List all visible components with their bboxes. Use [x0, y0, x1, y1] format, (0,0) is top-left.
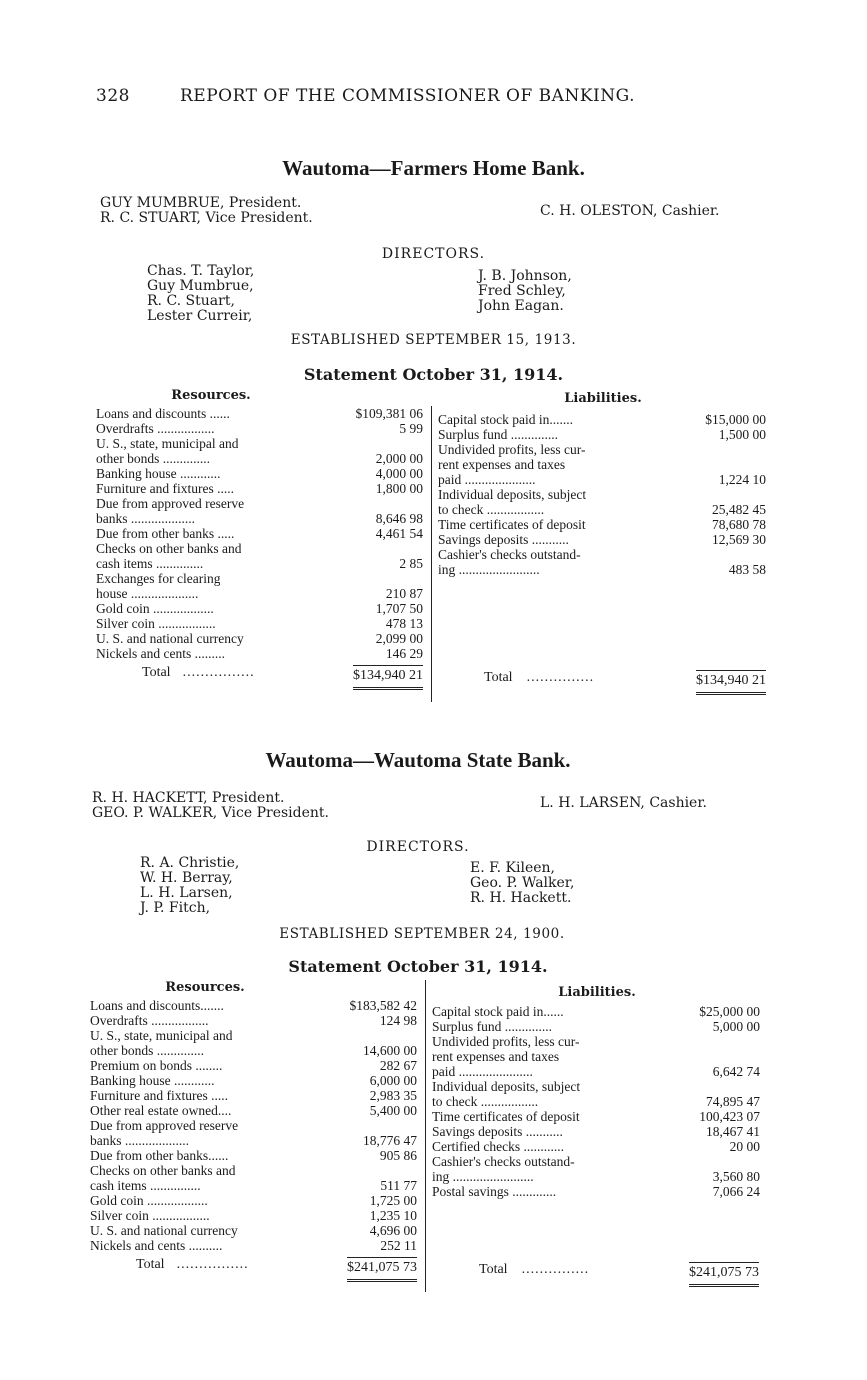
ledger-row: Individual deposits, subject: [432, 1079, 581, 1094]
ledger-row: Due from other banks...... 905 86: [90, 1148, 417, 1163]
bank-title: Wautoma—Farmers Home Bank.: [282, 156, 585, 180]
ledger-row: U. S. and national currency 2,099 00: [96, 631, 423, 646]
ledger-row: house .................... 210 87: [96, 586, 423, 601]
ledger-row: banks ................... 18,776 47: [90, 1133, 417, 1148]
resources-table: [90, 998, 417, 1253]
president: GUY MUMBRUE, President.: [100, 195, 302, 211]
director: J. B. Johnson,: [478, 268, 572, 284]
ledger-row: Exchanges for clearing: [96, 571, 221, 586]
director: Geo. P. Walker,: [470, 875, 575, 891]
ledger-row: Due from other banks ..... 4,461 54: [96, 526, 423, 541]
ledger-row: Other real estate owned.... 5,400 00: [90, 1103, 417, 1118]
officers: [100, 196, 313, 226]
ledger-row: Nickels and cents .......... 252 11: [90, 1238, 417, 1253]
ledger-row: paid ...................... 6,642 74: [432, 1064, 760, 1079]
liabilities-total-amount: $241,075 73: [689, 1262, 759, 1281]
ledger-row: Individual deposits, subject: [438, 487, 587, 502]
ledger-row: U. S., state, municipal and: [96, 436, 239, 451]
ledger-row: Undivided profits, less cur-: [438, 442, 586, 457]
ledger-row: other bonds .............. 2,000 00: [96, 451, 423, 466]
ledger-row: Time certificates of deposit 78,680 78: [438, 517, 766, 532]
ledger-row: Due from approved reserve: [90, 1118, 239, 1133]
bank-title: Wautoma—Wautoma State Bank.: [265, 748, 571, 772]
ledger-row: Undivided profits, less cur-: [432, 1034, 580, 1049]
ledger-row: Loans and discounts....... $183,582 42: [90, 998, 417, 1013]
directors-title: DIRECTORS.: [366, 839, 470, 855]
ledger-row: to check ................. 74,895 47: [432, 1094, 760, 1109]
directors-left: [147, 264, 254, 324]
liabilities-total: Total ............... $241,075 73: [479, 1262, 759, 1280]
ledger-row: Overdrafts ................. 5 99: [96, 421, 423, 436]
liabilities-table: [432, 1004, 760, 1199]
director: Fred Schley,: [478, 283, 566, 299]
ledger-row: Savings deposits ........... 18,467 41: [432, 1124, 760, 1139]
ledger-row: ing ........................ 3,560 80: [432, 1169, 760, 1184]
director: R. H. Hackett.: [470, 890, 572, 906]
column-divider: [431, 406, 432, 702]
ledger-row: to check ................. 25,482 45: [438, 502, 766, 517]
director: Lester Curreir,: [147, 308, 253, 324]
ledger-row: cash items ............... 511 77: [90, 1178, 417, 1193]
ledger-row: Furniture and fixtures ..... 2,983 35: [90, 1088, 417, 1103]
resources-total-amount: $241,075 73: [347, 1257, 417, 1276]
ledger-row: Surplus fund .............. 5,000 00: [432, 1019, 760, 1034]
vice-president: GEO. P. WALKER, Vice President.: [92, 805, 329, 821]
report-title: REPORT OF THE COMMISSIONER OF BANKING.: [180, 86, 635, 106]
president: R. H. HACKETT, President.: [92, 790, 285, 806]
liabilities-title: Liabilities.: [558, 985, 636, 1000]
director: R. C. Stuart,: [147, 293, 235, 309]
ledger-row: Banking house ............ 4,000 00: [96, 466, 423, 481]
ledger-row: ing ........................ 483 58: [438, 562, 766, 577]
ledger-row: Savings deposits ........... 12,569 30: [438, 532, 766, 547]
ledger-row: Premium on bonds ........ 282 67: [90, 1058, 417, 1073]
resources-table: [96, 406, 423, 661]
ledger-row: U. S. and national currency 4,696 00: [90, 1223, 417, 1238]
ledger-row: Banking house ............ 6,000 00: [90, 1073, 417, 1088]
ledger-row: Silver coin ................. 1,235 10: [90, 1208, 417, 1223]
resources-title: Resources.: [165, 980, 245, 995]
column-divider: [425, 980, 426, 1292]
liabilities-total-amount: $134,940 21: [696, 670, 766, 689]
ledger-row: Gold coin .................. 1,725 00: [90, 1193, 417, 1208]
resources-total: Total ................ $134,940 21: [142, 665, 423, 683]
statement-title: Statement October 31, 1914.: [303, 365, 564, 384]
ledger-row: other bonds .............. 14,600 00: [90, 1043, 417, 1058]
resources-total-amount: $134,940 21: [353, 665, 423, 684]
ledger-row: rent expenses and taxes: [432, 1049, 560, 1064]
ledger-row: Cashier's checks outstand-: [432, 1154, 575, 1169]
ledger-row: Time certificates of deposit 100,423 07: [432, 1109, 760, 1124]
director: W. H. Berray,: [140, 870, 233, 886]
ledger-row: Surplus fund .............. 1,500 00: [438, 427, 766, 442]
liabilities-total: Total ............... $134,940 21: [484, 670, 766, 688]
resources-total: Total ................ $241,075 73: [136, 1257, 417, 1275]
cashier: L. H. LARSEN, Cashier.: [540, 795, 707, 811]
ledger-row: Certified checks ............ 20 00: [432, 1139, 760, 1154]
liabilities-table: [438, 412, 766, 577]
ledger-row: Silver coin ................. 478 13: [96, 616, 423, 631]
ledger-row: Loans and discounts ...... $109,381 06: [96, 406, 423, 421]
ledger-row: rent expenses and taxes: [438, 457, 566, 472]
liabilities-title: Liabilities.: [564, 391, 642, 406]
director: John Eagan.: [478, 298, 564, 314]
director: Guy Mumbrue,: [147, 278, 254, 294]
director: R. A. Christie,: [140, 855, 240, 871]
ledger-row: U. S., state, municipal and: [90, 1028, 233, 1043]
director: L. H. Larsen,: [140, 885, 233, 901]
ledger-row: Checks on other banks and: [96, 541, 242, 556]
ledger-row: Checks on other banks and: [90, 1163, 236, 1178]
ledger-row: Postal savings ............. 7,066 24: [432, 1184, 760, 1199]
ledger-row: Capital stock paid in....... $15,000 00: [438, 412, 766, 427]
ledger-row: Due from approved reserve: [96, 496, 245, 511]
ledger-row: Capital stock paid in...... $25,000 00: [432, 1004, 760, 1019]
ledger-row: cash items .............. 2 85: [96, 556, 423, 571]
directors-left: [140, 856, 239, 916]
ledger-row: paid ..................... 1,224 10: [438, 472, 766, 487]
ledger-row: Furniture and fixtures ..... 1,800 00: [96, 481, 423, 496]
page-number: 328: [96, 86, 130, 106]
director: J. P. Fitch,: [140, 900, 211, 916]
ledger-row: Gold coin .................. 1,707 50: [96, 601, 423, 616]
resources-title: Resources.: [171, 388, 251, 403]
vice-president: R. C. STUART, Vice President.: [100, 210, 313, 226]
directors-right: [478, 269, 572, 314]
statement-title: Statement October 31, 1914.: [288, 957, 548, 976]
directors-right: [470, 861, 574, 906]
cashier: C. H. OLESTON, Cashier.: [540, 203, 720, 219]
established-date: ESTABLISHED SEPTEMBER 24, 1900.: [279, 926, 565, 942]
ledger-row: Overdrafts ................. 124 98: [90, 1013, 417, 1028]
ledger-row: banks ................... 8,646 98: [96, 511, 423, 526]
ledger-row: Cashier's checks outstand-: [438, 547, 581, 562]
ledger-row: Nickels and cents ......... 146 29: [96, 646, 423, 661]
director: Chas. T. Taylor,: [147, 263, 255, 279]
established-date: ESTABLISHED SEPTEMBER 15, 1913.: [290, 332, 577, 348]
directors-title: DIRECTORS.: [381, 246, 486, 262]
page-header: [96, 86, 776, 106]
director: E. F. Kileen,: [470, 860, 556, 876]
officers: [92, 791, 329, 821]
